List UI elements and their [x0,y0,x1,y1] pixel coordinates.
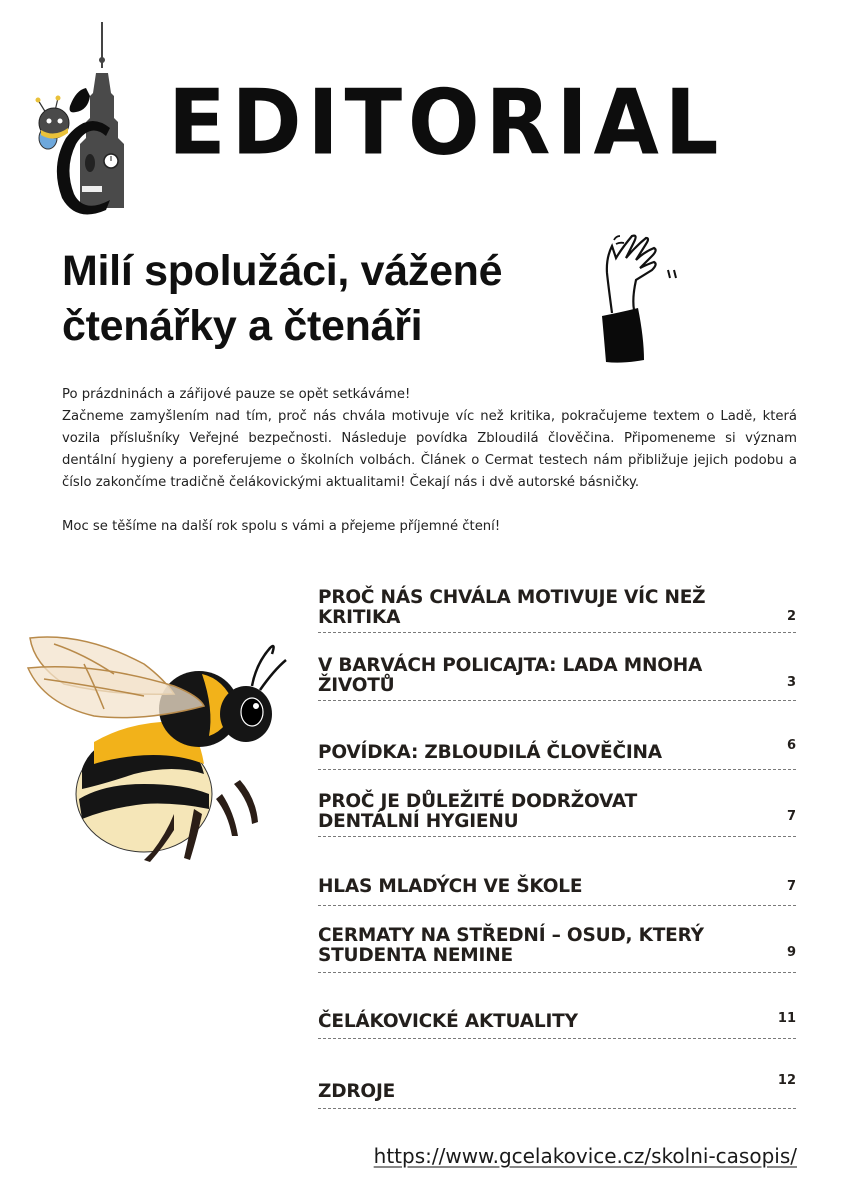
toc-item-page: 11 [777,1011,796,1026]
intro-paragraph-2: Začneme zamyšlením nad tím, proč nás chvála motivuje víc než kritika, pokračujeme textem o Ladě, která vozila příslušníky Veřejné bezpečnosti. Následuje povídka Zbloudilá člověčina. Připomeneme si význam dentální hygieny a poreferujeme o školních volbách. Článek o Cermat testech nám přibližuje jejich podobu a číslo zakončíme tradičně čelákovickými aktualitami! Čekají nás i dvě autorské básničky. [62,409,797,490]
toc-item-title: POVÍDKA: ZBLOUDILÁ ČLOVĚČINA [318,742,662,763]
toc-item[interactable] [318,1060,796,1109]
toc-item[interactable] [318,915,796,973]
toc-item[interactable] [318,720,796,770]
intro-paragraph-3: Moc se těšíme na další rok spolu s vámi a přejeme příjemné čtení! [62,519,501,534]
magazine-website-link[interactable]: https://www.gcelakovice.cz/skolni-casopis/ [373,1144,797,1168]
small-bee-icon [36,96,70,150]
toc-item-title: ČELÁKOVICKÉ AKTUALITY [318,1011,578,1032]
tower-icon [80,22,124,208]
toc-item-title: PROČ NÁS CHVÁLA MOTIVUJE VÍC NEŽ KRITIKA [318,587,706,628]
toc-item-page: 6 [786,738,796,753]
toc-item-title: ZDROJE [318,1081,396,1102]
intro-text [62,384,797,538]
toc-item-page: 12 [777,1073,796,1088]
toc-item-page: 3 [786,675,796,690]
bee-antennae [252,646,286,690]
toc-item-page: 7 [786,879,796,894]
bumblebee-illustration [24,624,296,870]
magazine-logo [28,18,153,223]
toc-item[interactable] [318,990,796,1039]
toc-item-page: 9 [786,945,796,960]
waving-hand-icon [592,228,688,368]
greeting-line-2: čtenářky a čtenáři [62,302,423,350]
toc-item[interactable] [318,850,796,906]
greeting-line-1: Milí spolužáci, vážené [62,247,503,295]
hacek-mark [70,88,90,112]
toc-item[interactable] [318,640,796,701]
toc-item-title: V BARVÁCH POLICAJTA: LADA MNOHA ŽIVOTŮ [318,655,703,696]
toc-item-page: 2 [786,609,796,624]
toc-item-title: PROČ JE DŮLEŽITÉ DODRŽOVAT DENTÁLNÍ HYGIENU [318,791,638,832]
intro-paragraph-1: Po prázdninách a zářijové pauze se opět setkáváme! [62,387,411,402]
toc-item[interactable] [318,780,796,837]
greeting-heading [62,244,602,354]
toc-item-page: 7 [786,809,796,824]
toc-item-title: HLAS MLADÝCH VE ŠKOLE [318,876,583,897]
toc-item-title: CERMATY NA STŘEDNÍ – OSUD, KTERÝ STUDENTA NEMINE [318,925,704,966]
toc-item[interactable] [318,570,796,633]
masthead-title: EDITORIAL [168,69,725,175]
